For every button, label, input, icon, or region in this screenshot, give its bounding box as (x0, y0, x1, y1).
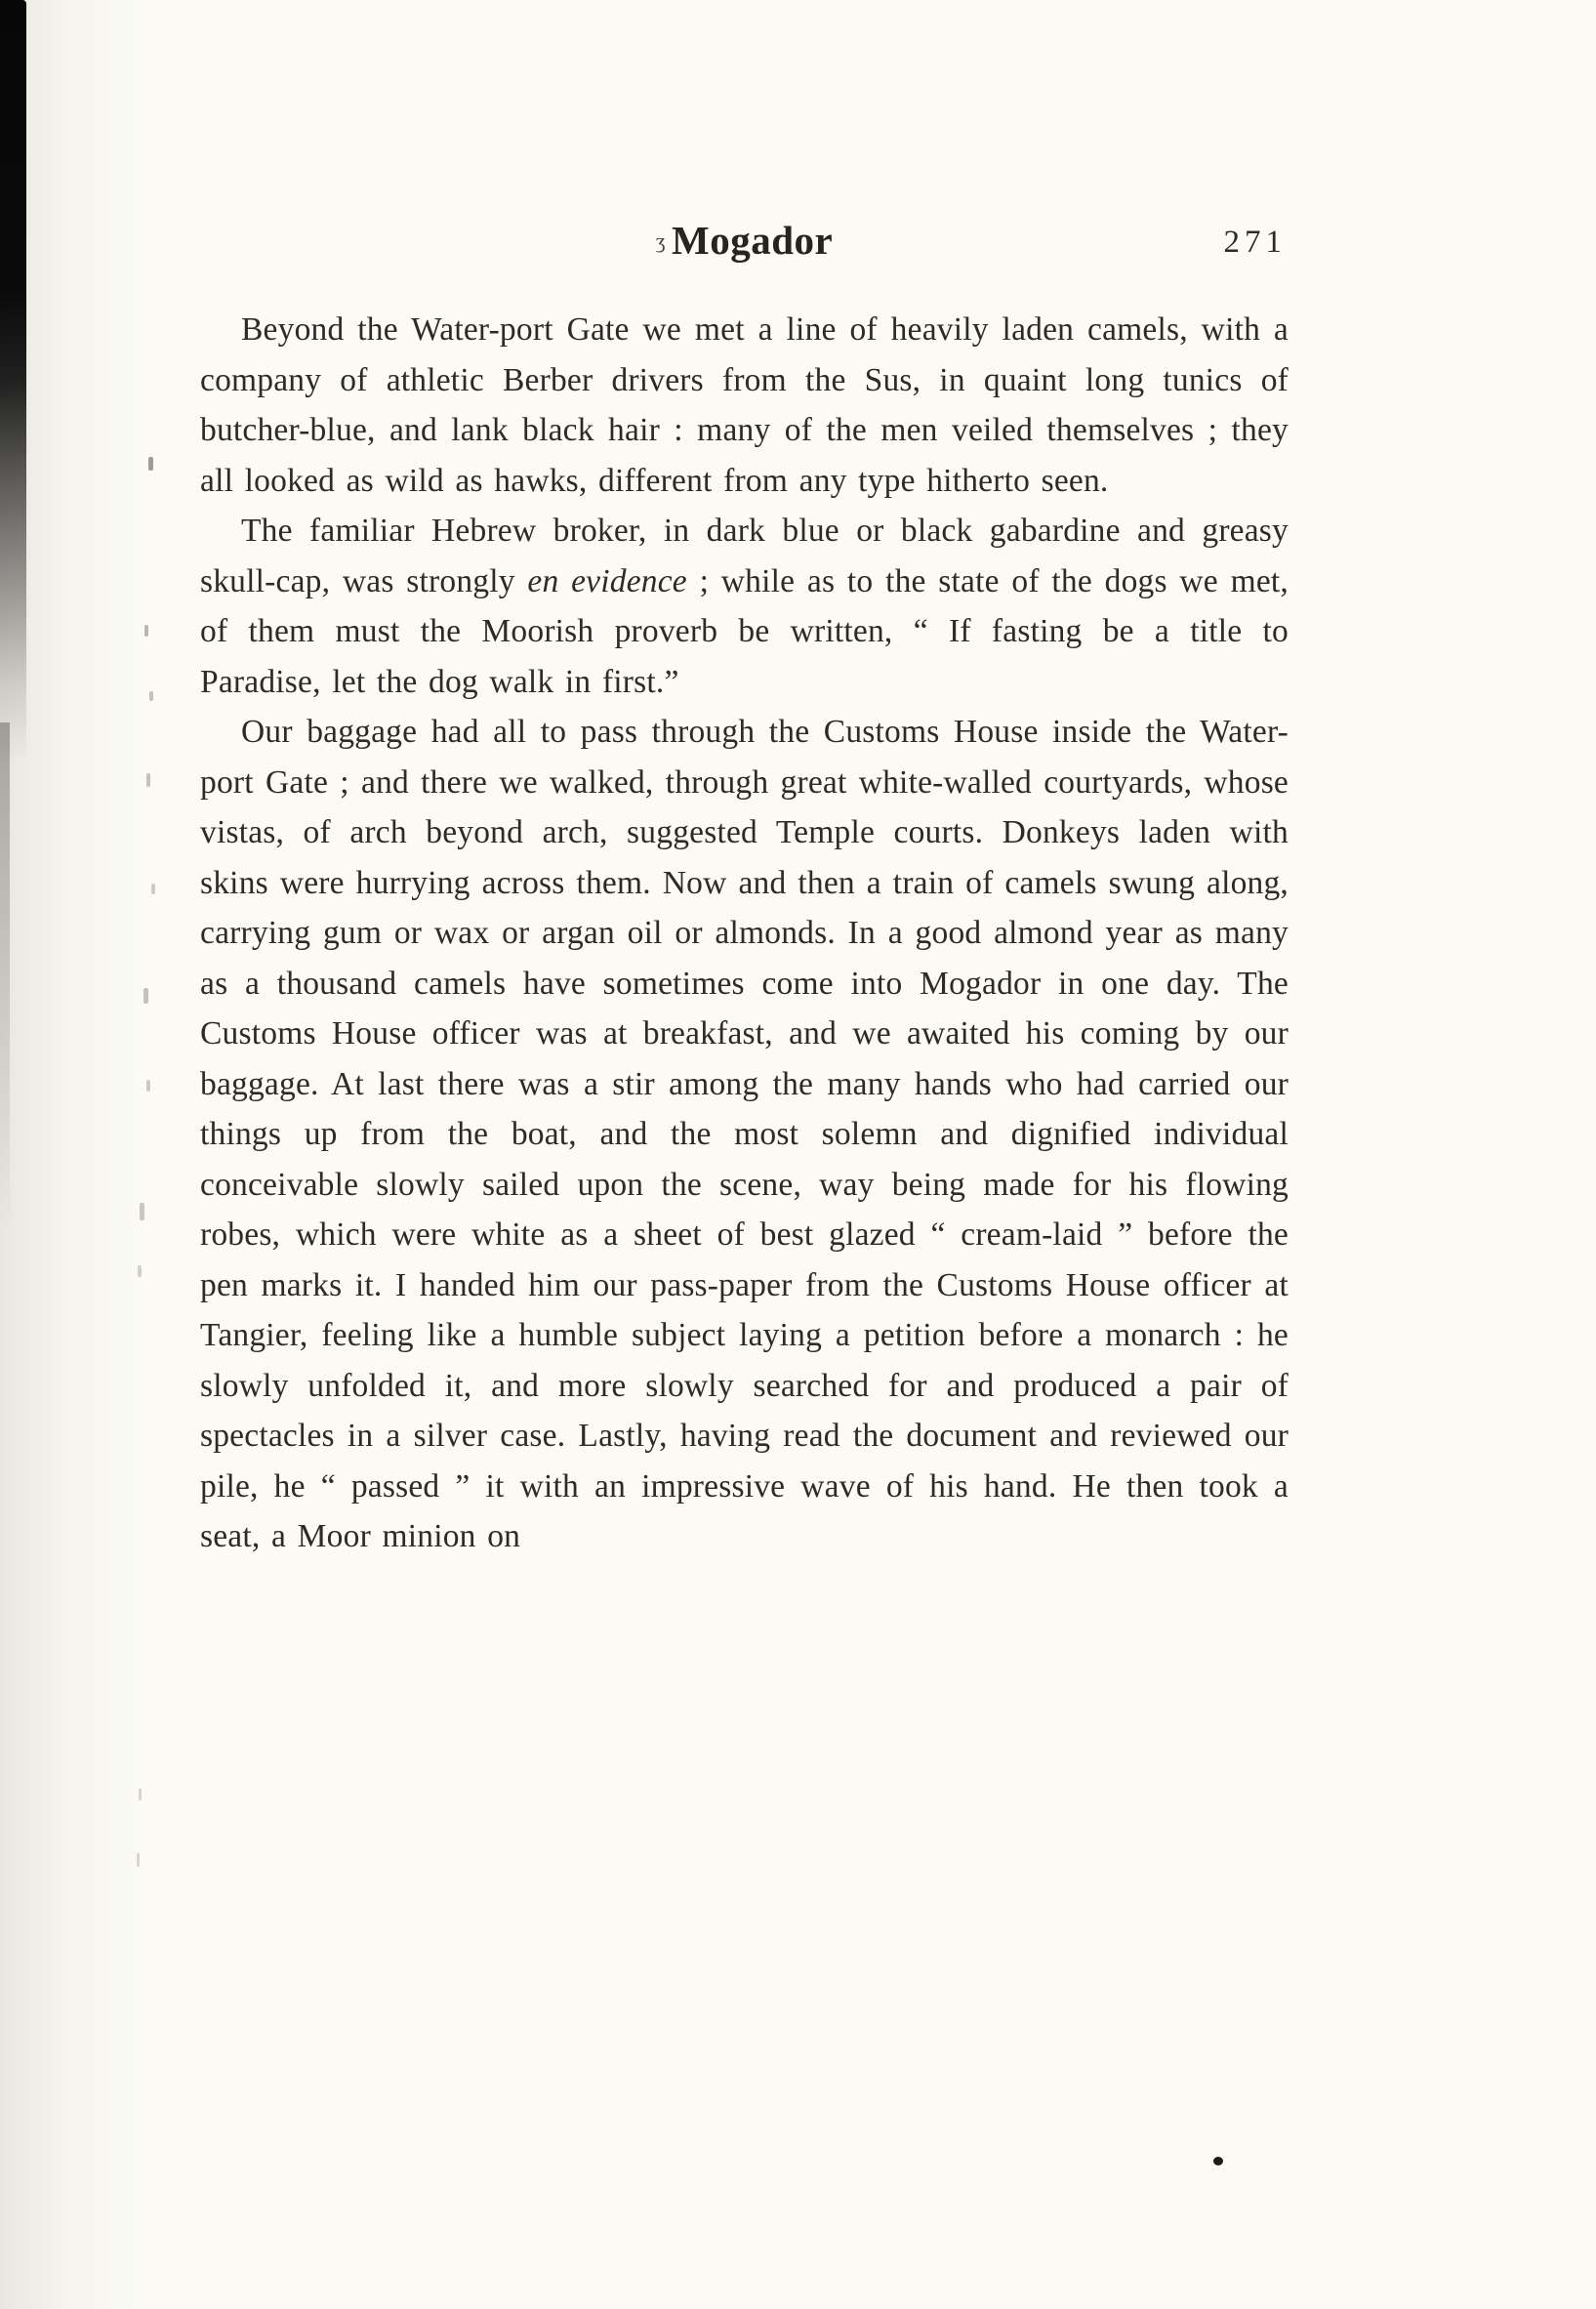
paragraph-2-text-a: The familiar Hebrew broker, in dark blue or black gabardine and greasy skull-cap, was strongly (200, 513, 1289, 599)
scan-ink-dot (1213, 2157, 1223, 2165)
scan-speck (144, 625, 148, 637)
paragraph-3: Our baggage had all to pass through the Customs House inside the Water-port Gate ; and there we walked, through great white-walled courtyards, whose vistas, of arch beyond arch, suggested Temple courts. Donkeys laden with skins were hurrying across them. Now and then a train of camels swung along, carrying gum or wax or argan oil or almonds. In a good almond year as many as a thousand camels have sometimes come into Mogador in one day. The Customs House officer was at breakfast, and we awaited his coming by our baggage. At last there was a stir among the many hands who had carried our things up from the boat, and the most solemn and dignified individual conceivable slowly sailed upon the scene, way being made for his flowing robes, which were white as a sheet of best glazed “ cream-laid ” before the pen marks it. I handed him our pass-paper from the Customs House officer at Tangier, feeling like a humble subject laying a petition before a monarch : he slowly unfolded it, and more slowly searched for and produced a pair of spectacles in a silver case. Lastly, having read the document and reviewed our pile, he “ passed ” it with an impressive wave of his hand. He then took a seat, a Moor minion on (200, 714, 1289, 1554)
scan-speck (138, 1265, 142, 1277)
paragraph-2 (200, 506, 1289, 707)
page-number: 271 (1223, 225, 1287, 260)
running-title (200, 217, 1289, 264)
scan-speck (151, 884, 155, 894)
scan-binding-edge (0, 0, 26, 762)
page-content (200, 217, 1289, 1562)
scan-speck (146, 1080, 150, 1092)
scan-speck (143, 988, 148, 1004)
scan-speck (137, 1853, 140, 1867)
scan-speck (139, 1789, 142, 1800)
scan-speck (140, 1203, 144, 1220)
italic-phrase: en evidence (527, 562, 687, 599)
paragraph-2-text-b: ; while as to the state of the dogs we met, of them must the Moorish proverb be written, “ If fasting be a title to Paradise, let the dog walk in first.” (200, 562, 1289, 700)
page-header (200, 217, 1289, 281)
scan-speck (148, 457, 153, 471)
running-title-text: Mogador (672, 218, 834, 263)
scan-speck (149, 691, 153, 701)
print-artifact-mark: ʒ (655, 228, 667, 253)
paragraph-1: Beyond the Water-port Gate we met a line of heavily laden camels, with a company of athletic Berber drivers from the Sus, in quaint long tunics of butcher-blue, and lank black hair : many of the men veiled themselves ; they all looked as wild as hawks, different from any type hitherto seen. (200, 311, 1289, 499)
scan-speck (146, 773, 150, 787)
